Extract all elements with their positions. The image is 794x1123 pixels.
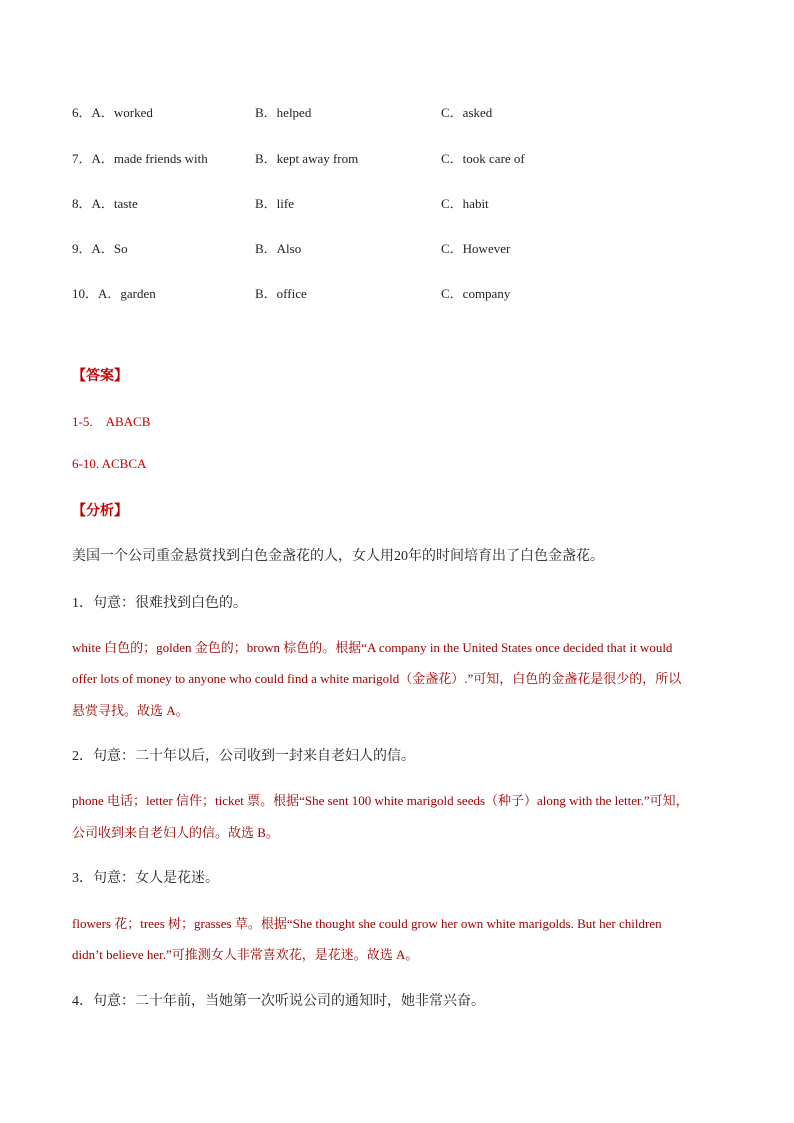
option-a: 6．A．worked [72, 105, 153, 120]
item-2-line: 公司收到来自老妇人的信。故选 B。 [72, 825, 279, 840]
option-row-10 [0, 283, 794, 303]
option-c: C．habit [441, 196, 489, 211]
option-row-7 [0, 148, 794, 168]
option-c: C．However [441, 241, 511, 256]
analysis-label: 【分析】 [72, 504, 128, 519]
option-a: 7．A．made friends with [72, 151, 208, 166]
item-1-line: white 白色的；golden 金色的；brown 棕色的。根据“A company in the United States once decided that it would [72, 640, 673, 655]
item-2-line: phone 电话；letter 信件；ticket 票。根据“She sent 100 white marigold seeds（种子）along with the letter.”可知， [72, 793, 689, 808]
option-b: B．office [255, 286, 307, 301]
option-a: 9．A．So [72, 241, 128, 256]
item-3-line: flowers 花；trees 树；grasses 草。根据“She thought she could grow her own white marigolds. But her children [72, 916, 662, 931]
item-3-line: didn’t believe her.”可推测女人非常喜欢花，是花迷。故选 A。 [72, 947, 419, 962]
item-1-heading: 1．句意：很难找到白色的。 [72, 596, 247, 611]
item-2-heading: 2．句意：二十年以后，公司收到一封来自老妇人的信。 [72, 749, 415, 764]
option-c: C．asked [441, 105, 493, 120]
option-a: 8．A．taste [72, 196, 138, 211]
item-1-line: 悬赏寻找。故选 A。 [72, 703, 189, 718]
option-row-8 [0, 193, 794, 213]
option-row-6 [0, 102, 794, 122]
option-c: C．company [441, 286, 511, 301]
option-a: 10．A．garden [72, 286, 156, 301]
option-row-9 [0, 238, 794, 258]
item-3-heading: 3．句意：女人是花迷。 [72, 871, 219, 886]
answer-label: 【答案】 [72, 369, 128, 384]
analysis-summary: 美国一个公司重金悬赏找到白色金盏花的人，女人用20年的时间培育出了白色金盏花。 [72, 549, 604, 564]
item-1-line: offer lots of money to anyone who could find a white marigold（金盏花）.”可知，白色的金盏花是很少的，所以 [72, 671, 682, 686]
item-4-heading: 4．句意：二十年前，当她第一次听说公司的通知时，她非常兴奋。 [72, 994, 485, 1009]
option-b: B．life [255, 196, 294, 211]
answer-1-5: 1-5. ABACB [72, 414, 151, 429]
option-b: B．Also [255, 241, 302, 256]
answer-6-10: 6-10. ACBCA [72, 456, 147, 471]
option-c: C．took care of [441, 151, 525, 166]
option-b: B．kept away from [255, 151, 359, 166]
option-b: B．helped [255, 105, 312, 120]
